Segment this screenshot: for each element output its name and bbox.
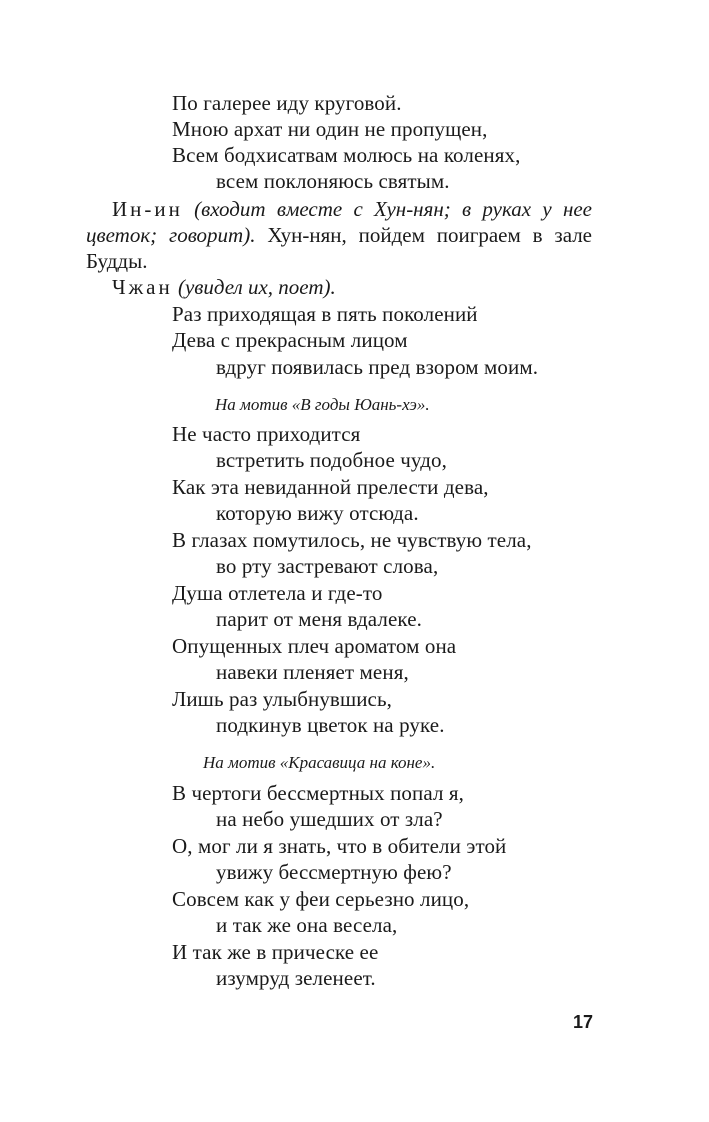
verse-line: Мною архат ни один не пропущен, [172, 117, 488, 141]
verse-line: О, мог ли я знать, что в обители этой [172, 834, 507, 858]
verse-line: и так же она весела, [216, 913, 398, 937]
prose-paragraph-zhang [86, 274, 592, 300]
verse-line: встретить подобное чудо, [216, 448, 447, 472]
verse-line: В глазах помутилось, не чувствую тела, [172, 528, 532, 552]
speaker-name: Чжан [112, 275, 173, 299]
verse-line: на небо ушедших от зла? [216, 807, 443, 831]
verse-line: всем поклоняюсь святым. [216, 169, 450, 193]
verse-line: Душа отлетела и где-то [172, 581, 383, 605]
verse-line: Дева с прекрасным лицом [172, 328, 408, 352]
verse-line: парит от меня вдалеке. [216, 607, 422, 631]
verse-line: Не часто приходится [172, 422, 361, 446]
verse-line: Всем бодхисатвам молюсь на коленях, [172, 143, 521, 167]
stage-direction: (увидел их, поет). [177, 275, 336, 299]
verse-line: увижу бессмертную фею? [216, 860, 452, 884]
verse-line: изумруд зеленеет. [216, 966, 376, 990]
page-number: 17 [572, 1012, 593, 1032]
verse-line: подкинув цветок на руке. [216, 713, 445, 737]
verse-line: По галерее иду круговой. [172, 91, 402, 115]
verse-line: Раз приходящая в пять поколений [172, 302, 478, 326]
speaker-name: Ин-ин [112, 197, 183, 221]
stage-direction: (входит вместе с Хун-нян; в руках у нее цветок; говорит). [86, 197, 592, 247]
verse-line: И так же в прическе ее [172, 940, 379, 964]
verse-line: Лишь раз улыбнувшись, [172, 687, 393, 711]
verse-line: во рту застревают слова, [216, 554, 439, 578]
verse-line: Опущенных плеч ароматом она [172, 634, 457, 658]
verse-line: навеки пленяет меня, [216, 660, 409, 684]
tune-heading: На мотив «Красавица на коне». [203, 753, 436, 772]
spoken-text: Хун-нян, пойдем поиграем в зале Будды. [86, 223, 592, 273]
verse-line: Как эта невиданной прелести дева, [172, 475, 489, 499]
verse-line: В чертоги бессмертных попал я, [172, 781, 464, 805]
verse-line: вдруг появилась пред взором моим. [216, 355, 539, 379]
verse-line: которую вижу отсюда. [216, 501, 419, 525]
prose-paragraph-ying [86, 196, 592, 274]
verse-line: Совсем как у феи серьезно лицо, [172, 887, 470, 911]
tune-heading: На мотив «В годы Юань-хэ». [215, 395, 430, 414]
